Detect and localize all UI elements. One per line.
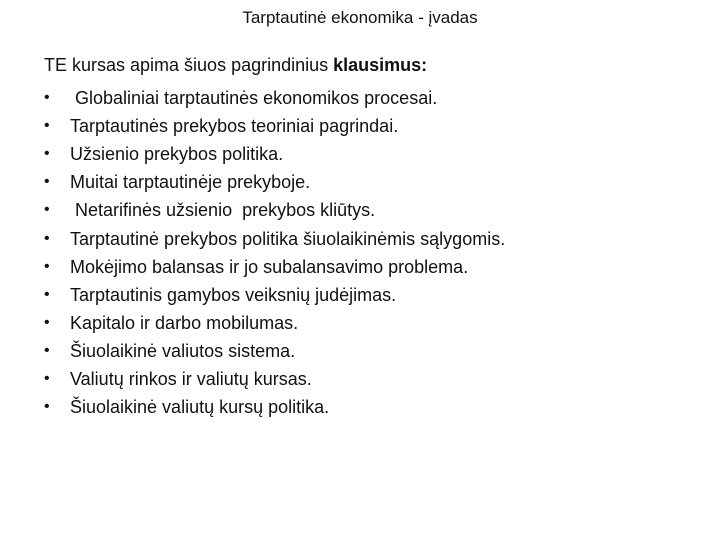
- bullet-icon: •: [44, 369, 50, 387]
- list-item-text: Užsienio prekybos politika.: [70, 144, 284, 165]
- bullet-icon: •: [44, 201, 50, 219]
- topic-list: [44, 84, 505, 421]
- list-item: [44, 84, 505, 112]
- slide-title: Tarptautinė ekonomika - įvadas: [242, 8, 478, 27]
- bullet-icon: •: [44, 398, 50, 416]
- list-item-text: Šiuolaikinė valiutos sistema.: [70, 340, 296, 361]
- bullet-icon: •: [44, 173, 50, 191]
- list-item-text: Kapitalo ir darbo mobilumas.: [70, 312, 299, 333]
- bullet-icon: •: [44, 257, 50, 275]
- list-item: [44, 281, 505, 309]
- list-item-text: Netarifinės užsienio prekybos kliūtys.: [70, 200, 376, 221]
- bullet-icon: •: [44, 145, 50, 163]
- list-item: [44, 168, 505, 196]
- intro-text: [44, 52, 427, 78]
- list-item-text: Tarptautinis gamybos veiksnių judėjimas.: [70, 284, 397, 305]
- list-item: [44, 253, 505, 281]
- list-item-text: Valiutų rinkos ir valiutų kursas.: [70, 368, 312, 389]
- bullet-icon: •: [44, 89, 50, 107]
- bullet-icon: •: [44, 117, 50, 135]
- list-item: [44, 309, 505, 337]
- bullet-icon: •: [44, 229, 50, 247]
- intro-bold: klausimus:: [333, 55, 428, 75]
- list-item: [44, 196, 505, 224]
- list-item: [44, 365, 505, 393]
- bullet-icon: •: [44, 341, 50, 359]
- list-item-text: Tarptautinė prekybos politika šiuolaikinėmis sąlygomis.: [70, 228, 506, 249]
- list-item-text: Šiuolaikinė valiutų kursų politika.: [70, 397, 330, 418]
- list-item-text: Mokėjimo balansas ir jo subalansavimo problema.: [70, 256, 469, 277]
- list-item: [44, 140, 505, 168]
- list-item-text: Tarptautinės prekybos teoriniai pagrindai.: [70, 116, 399, 137]
- bullet-icon: •: [44, 313, 50, 331]
- bullet-icon: •: [44, 285, 50, 303]
- list-item: [44, 224, 505, 252]
- list-item: [44, 393, 505, 421]
- list-item-text: Muitai tarptautinėje prekyboje.: [70, 172, 311, 193]
- list-item: [44, 337, 505, 365]
- intro-prefix: TE kursas apima šiuos pagrindinius: [44, 55, 334, 75]
- list-item: [44, 112, 505, 140]
- list-item-text: Globaliniai tarptautinės ekonomikos procesai.: [70, 88, 438, 109]
